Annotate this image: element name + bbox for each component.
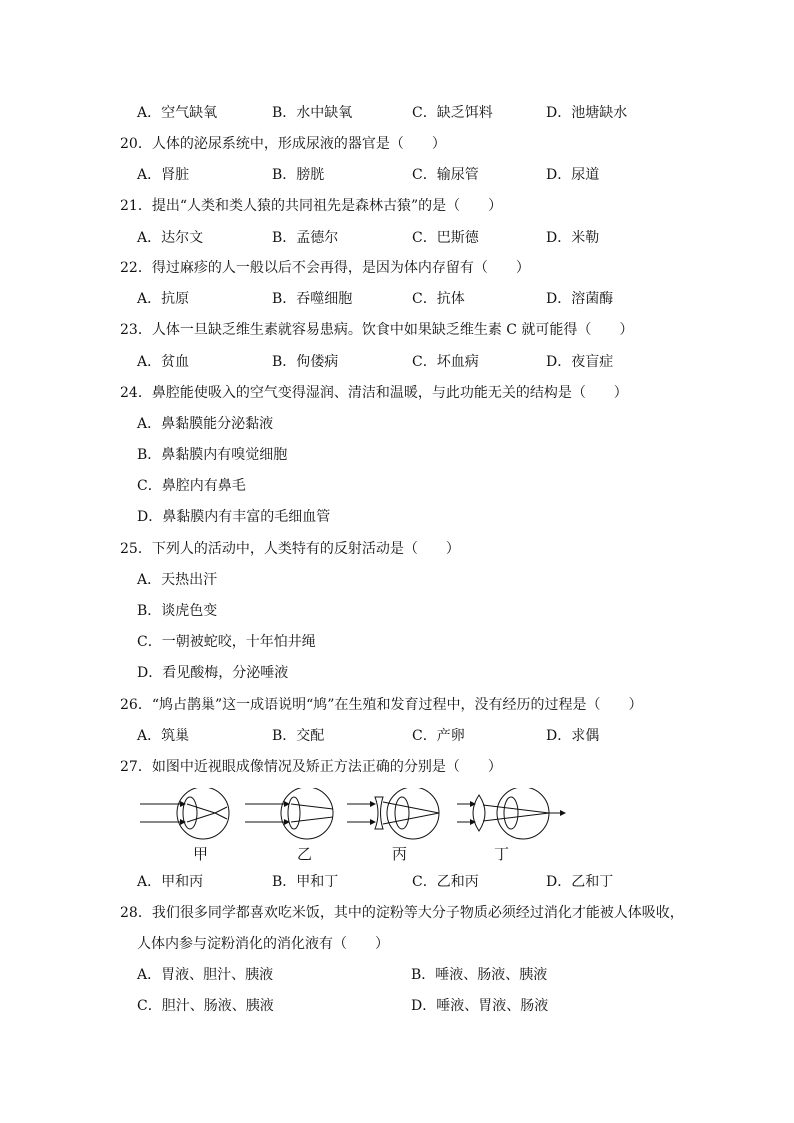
q25-option-c: C．一朝被蛇咬，十年怕井绳 (137, 634, 316, 650)
q26-option-d: D．求偶 (546, 728, 600, 744)
diagram-label-jia: 甲 (193, 845, 209, 863)
q22-stem: 22．得过麻疹的人一般以后不会再得，是因为体内存留有（ ） (120, 260, 530, 276)
q28-option-d: D．唾液、胃液、肠液 (411, 998, 549, 1014)
q27-stem: 27．如图中近视眼成像情况及矫正方法正确的分别是（ ） (120, 759, 502, 775)
q26-option-c: C．产卵 (412, 728, 465, 744)
q20-option-c: C．输尿管 (412, 167, 479, 183)
q21-option-d: D．米勒 (546, 230, 600, 246)
q22-option-d: D．溶菌酶 (546, 291, 614, 307)
q27-option-b: B．甲和丁 (272, 874, 339, 890)
q25-stem: 25．下列人的活动中，人类特有的反射活动是（ ） (120, 541, 460, 557)
eye-yi (245, 788, 333, 839)
q19-option-c: C．缺乏饵料 (412, 105, 493, 121)
q19-option-a: A．空气缺氧 (137, 105, 218, 121)
q20-option-b: B．膀胱 (272, 167, 325, 183)
q27-option-a: A．甲和丙 (137, 874, 204, 890)
diagram-label-bing: 丙 (392, 845, 408, 863)
q28-stem-line2: 人体内参与淀粉消化的消化液有（ ） (137, 936, 389, 952)
q27-option-c: C．乙和丙 (412, 874, 479, 890)
q25-option-b: B．谈虎色变 (137, 603, 218, 619)
diagram-label-ding: 丁 (494, 845, 510, 863)
q28-option-c: C．胆汁、肠液、胰液 (137, 998, 274, 1014)
q20-option-a: A．肾脏 (137, 167, 190, 183)
q22-option-b: B．吞噬细胞 (272, 291, 353, 307)
q24-option-b: B．鼻黏膜内有嗅觉细胞 (137, 447, 288, 463)
q19-option-d: D．池塘缺水 (546, 105, 628, 121)
q28-stem-line1: 28．我们很多同学都喜欢吃米饭，其中的淀粉等大分子物质必须经过消化才能被人体吸收， (120, 905, 684, 921)
q28-option-b: B．唾液、肠液、胰液 (411, 967, 548, 983)
q21-option-a: A．达尔文 (137, 230, 204, 246)
eye-jia (140, 788, 229, 839)
q19-option-b: B．水中缺氧 (272, 105, 353, 121)
q21-stem: 21．提出“人类和类人猿的共同祖先是森林古猿”的是（ ） (120, 198, 503, 214)
q23-option-d: D．夜盲症 (546, 354, 614, 370)
q22-option-c: C．抗体 (412, 291, 465, 307)
q23-option-b: B．佝偻病 (272, 354, 339, 370)
q25-option-d: D．看见酸梅，分泌唾液 (137, 665, 289, 681)
q26-option-b: B．交配 (272, 728, 325, 744)
q28-option-a: A．胃液、胆汁、胰液 (137, 967, 274, 983)
eye-ding (457, 788, 565, 839)
q22-option-a: A．抗原 (137, 291, 190, 307)
q23-stem: 23．人体一旦缺乏维生素就容易患病。饮食中如果缺乏维生素 C 就可能得（ ） (120, 322, 634, 338)
q24-stem: 24．鼻腔能使吸入的空气变得湿润、清洁和温暖，与此功能无关的结构是（ ） (120, 385, 628, 401)
q20-option-d: D．尿道 (546, 167, 600, 183)
q24-option-c: C．鼻腔内有鼻毛 (137, 478, 246, 494)
q20-stem: 20．人体的泌尿系统中，形成尿液的器官是（ ） (120, 136, 446, 152)
q26-stem: 26．“鸠占鹊巢”这一成语说明“鸠”在生殖和发育过程中，没有经历的过程是（ ） (120, 697, 643, 713)
diagram-label-yi: 乙 (297, 845, 313, 863)
q26-option-a: A．筑巢 (137, 728, 190, 744)
q27-option-d: D．乙和丁 (546, 874, 614, 890)
q25-option-a: A．天热出汗 (137, 572, 218, 588)
q24-option-a: A．鼻黏膜能分泌黏液 (137, 416, 274, 432)
q21-option-c: C．巴斯德 (412, 230, 479, 246)
q23-option-a: A．贫血 (137, 354, 190, 370)
q23-option-c: C．坏血病 (412, 354, 479, 370)
q21-option-b: B．孟德尔 (272, 230, 339, 246)
eye-bing (347, 788, 439, 839)
q24-option-d: D．鼻黏膜内有丰富的毛细血管 (137, 509, 331, 525)
